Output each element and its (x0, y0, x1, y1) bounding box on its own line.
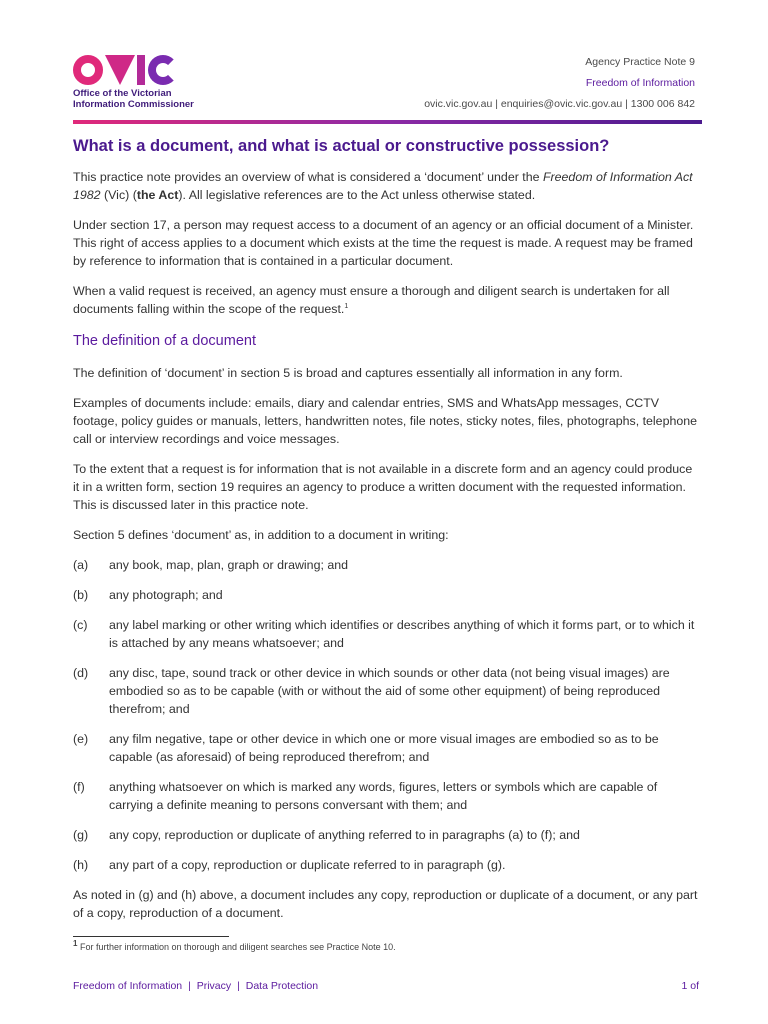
page-number: 1 of (681, 980, 699, 992)
list-item: (e) any film negative, tape or other device in which one or more visual images are embodied so as to be capable (as aforesaid) of being reproduced therefrom; and (73, 732, 659, 764)
list-item: (c) any label marking or other writing which identifies or describes anything of which it forms part, or to which it is attached by any means whatsoever; and (73, 618, 695, 650)
ovic-logo (73, 50, 203, 110)
definition-paragraph-1: The definition of ‘document’ in section 5 is broad and captures essentially all information in any form. (73, 366, 623, 380)
footnote-ref[interactable]: 1 (344, 302, 349, 310)
footer-links: Freedom of Information | Privacy | Data Protection (73, 980, 319, 992)
footnote-divider (73, 936, 229, 937)
contact-line: ovic.vic.gov.au | enquiries@ovic.vic.gov.au | 1300 006 842 (424, 98, 695, 110)
section-heading: The definition of a document (73, 333, 256, 349)
practice-note-label: Agency Practice Note 9 (585, 56, 695, 68)
definition-list (73, 556, 698, 874)
footer-link-privacy[interactable]: Privacy (196, 980, 232, 992)
logo-caption: Office of the Victorian Information Commissioner (73, 88, 194, 110)
list-item: (b) any photograph; and (73, 588, 223, 602)
list-item: (d) any disc, tape, sound track or other device in which sounds or other data (not being visual images) are embodied so as to be capable (with or without the aid of some other equipment) of being reproduced therefrom; and (73, 666, 670, 716)
list-item: (g) any copy, reproduction or duplicate of anything referred to in paragraphs (a) to (f); and (73, 828, 580, 842)
definition-paragraph-2: Examples of documents include: emails, diary and calendar entries, SMS and WhatsApp messages, CCTV footage, policy guides or manuals, letters, handwritten notes, file notes, sticky notes, files, photographs, telephone call or interview recordings and voice messages. (73, 396, 698, 446)
topic-label: Freedom of Information (585, 77, 695, 89)
footnote: 1 For further information on thorough and diligent searches see Practice Note 10. (73, 939, 396, 952)
closing-paragraph: As noted in (g) and (h) above, a document includes any copy, reproduction or duplicate of a document, or any part of a copy, reproduction of a document. (73, 888, 698, 920)
intro-paragraph-1: This practice note provides an overview of what is considered a ‘document’ under the Freedom of Information Act 1982 (Vic) (the Act). All legislative references are to the Act unless otherwise stated. (73, 170, 693, 202)
list-item: (a) any book, map, plan, graph or drawing; and (73, 558, 349, 572)
list-item: (f) anything whatsoever on which is marked any words, figures, letters or symbols which are capable of carrying a definite meaning to persons conversant with them; and (73, 780, 658, 812)
intro-paragraph-3: When a valid request is received, an agency must ensure a thorough and diligent search is undertaken for all documents falling within the scope of the request.$^1$ (73, 284, 670, 316)
footer-link-foi[interactable]: Freedom of Information (73, 980, 183, 992)
intro-paragraph-2: Under section 17, a person may request access to a document of an agency or an official document of a Minister. This right of access applies to a document which exists at the time the request is made. A request may be framed by reference to information that is contained in a particular document. (73, 218, 694, 268)
definition-paragraph-4: Section 5 defines ‘document’ as, in addition to a document in writing: (73, 528, 449, 542)
definition-paragraph-3: To the extent that a request is for information that is not available in a discrete form and an agency could produce it in a written form, section 19 requires an agency to produce a written document with the requested information. This is discussed later in this practice note. (73, 462, 693, 512)
header-meta (424, 52, 695, 115)
main-content (73, 134, 698, 934)
page-title: What is a document, and what is actual or constructive possession? (73, 137, 610, 155)
ovic-logo-mark (73, 50, 203, 85)
header-divider (73, 120, 702, 124)
footer-link-data-protection[interactable]: Data Protection (245, 980, 319, 992)
list-item: (h) any part of a copy, reproduction or duplicate referred to in paragraph (g). (73, 858, 506, 872)
